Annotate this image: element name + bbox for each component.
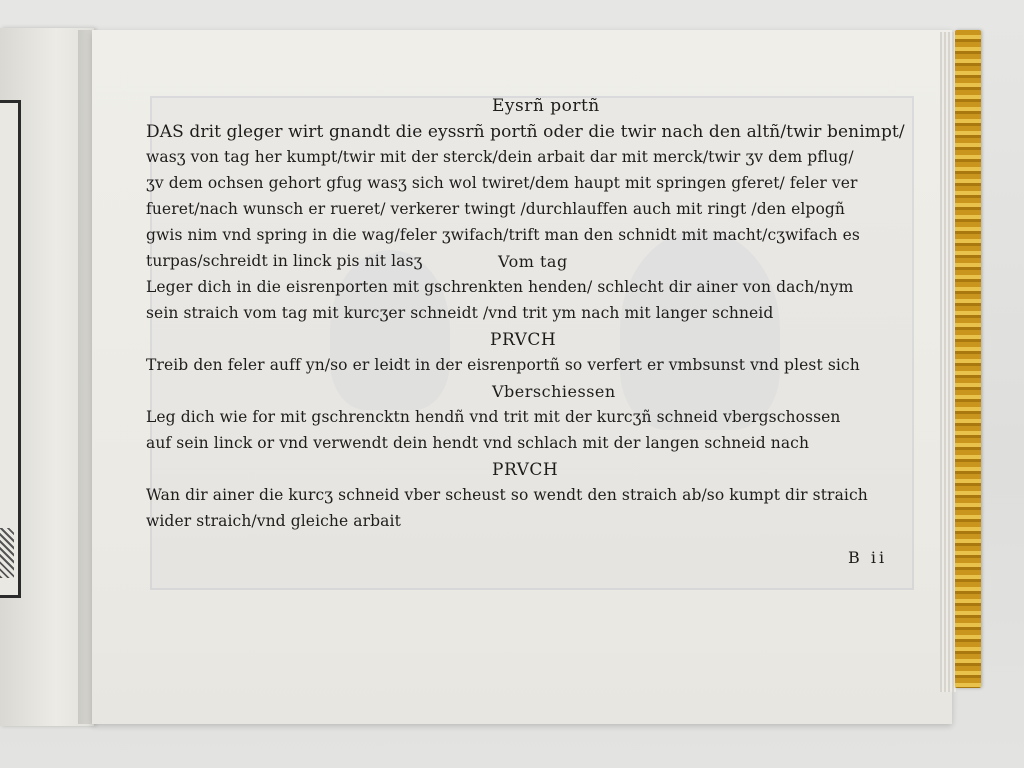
section-heading: PRVCH: [492, 460, 559, 480]
section-heading: Vberschiessen: [492, 382, 616, 401]
text-line: auf sein linck or vnd verwendt dein hendt vnd schlach mit der langen schneid nach: [146, 434, 810, 452]
page-edges: [940, 32, 956, 692]
woodcut-border: [0, 100, 21, 598]
section-heading: Vom tag: [498, 252, 568, 271]
text-line: turpas/schreidt in linck pis nit lasʒ: [146, 252, 423, 270]
text-line: ʒv dem ochsen gehort gfug wasʒ sich wol twiret/dem haupt mit springen gferet/ feler ver: [146, 174, 858, 192]
text-line: Treib den feler auff yn/so er leidt in der eisrenportñ so verfert er vmbsunst vnd plest sich: [146, 356, 860, 374]
text-line: DAS drit gleger wirt gnandt die eyssrñ portñ oder die twir nach den altñ/twir benimpt/: [146, 122, 905, 142]
text-line: wasʒ von tag her kumpt/twir mit der sterck/dein arbait dar mit merck/twir ʒv dem pflug/: [146, 148, 854, 166]
text-line: wider straich/vnd gleiche arbait: [146, 512, 401, 530]
show-through-figure: [620, 230, 780, 430]
text-line: sein straich vom tag mit kurcʒer schneidt /vnd trit ym nach mit langer schneid: [146, 304, 774, 322]
gilt-edge: [955, 30, 981, 688]
text-line: Leger dich in die eisrenporten mit gschrenkten henden/ schlecht dir ainer von dach/nym: [146, 278, 854, 296]
woodcut-fragment: [0, 528, 14, 578]
text-line: Wan dir ainer die kurcʒ schneid vber scheust so wendt den straich ab/so kumpt dir straich: [146, 486, 868, 504]
page-title: Eysrñ portñ: [492, 96, 600, 116]
show-through-figure: [330, 250, 450, 410]
page-number: B ii: [848, 548, 888, 567]
text-line: Leg dich wie for mit gschrencktn hendñ vnd trit mit der kurcʒñ schneid vbergschossen: [146, 408, 841, 426]
text-line: fueret/nach wunsch er rueret/ verkerer twingt /durchlauffen auch mit ringt /den elpogñ: [146, 200, 845, 218]
text-line: gwis nim vnd spring in die wag/feler ʒwifach/trift man den schnidt mit macht/cʒwifach es: [146, 226, 860, 244]
section-heading: PRVCH: [490, 330, 557, 350]
